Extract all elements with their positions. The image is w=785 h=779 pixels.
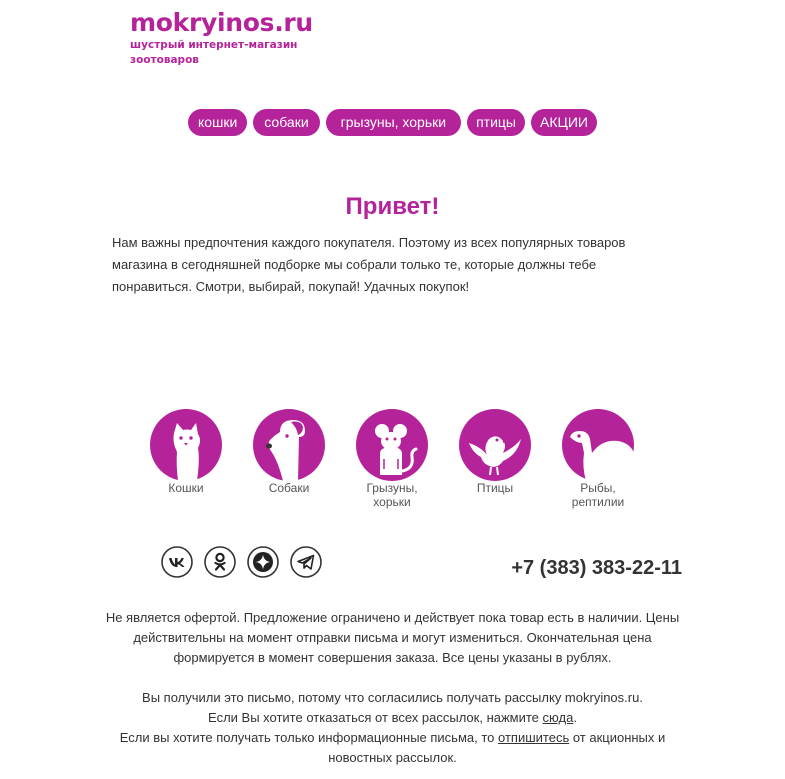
category-label: Кошки: [168, 481, 204, 495]
unsubscribe-promo-suffix: от акционных и новостных рассылок.: [328, 730, 666, 765]
category-label: Птицы: [476, 481, 514, 495]
unsubscribe-all-prefix: Если Вы хотите отказаться от всех рассылок, нажмите: [208, 710, 543, 725]
category-dogs[interactable]: [244, 409, 334, 495]
mouse-icon: [356, 409, 428, 481]
greeting-title: Привет!: [345, 193, 440, 220]
unsubscribe-promo-link[interactable]: отпишитесь: [498, 730, 570, 745]
category-label: Рыбы, рептилии: [571, 481, 625, 509]
bird-icon: [459, 409, 531, 481]
nav-item-birds[interactable]: птицы: [467, 109, 525, 136]
cat-icon: [150, 409, 222, 481]
odnoklassniki-link[interactable]: [204, 546, 236, 578]
greeting-text: Нам важны предпочтения каждого покупателя. Поэтому из всех популярных товаров магазина в сегодняшней подборке мы собрали только те, которые должны тебе понравиться. Смотри, выбирай, покупай! Удачных покупок!: [112, 235, 626, 294]
footer-reason: Вы получили это письмо, потому что согласились получать рассылку mokryinos.ru.: [142, 690, 643, 705]
turtle-icon: [562, 409, 634, 481]
unsubscribe-all-suffix: .: [573, 710, 577, 725]
unsubscribe-all-link[interactable]: сюда: [542, 710, 574, 725]
unsubscribe-promo-prefix: Если вы хотите получать только информационные письма, то: [119, 730, 499, 745]
nav-item-promotions[interactable]: АКЦИИ: [531, 109, 597, 136]
category-label: Собаки: [268, 481, 310, 495]
category-birds[interactable]: [450, 409, 540, 495]
nav-item-rodents[interactable]: грызуны, хорьки: [326, 109, 461, 136]
category-label: Грызуны, хорьки: [366, 481, 418, 509]
nav-item-dogs[interactable]: собаки: [253, 109, 319, 136]
phone-link[interactable]: +7 (383) 383-22-11: [511, 557, 682, 579]
vk-link[interactable]: [161, 546, 193, 578]
telegram-icon: [290, 546, 322, 578]
footer-subscription-info: [100, 688, 685, 768]
category-rodents[interactable]: [347, 409, 437, 509]
brand-tagline: шустрый интернет-магазин зоотоваров: [130, 39, 298, 66]
category-cats[interactable]: [141, 409, 231, 495]
brand-name: mokryinos.ru: [130, 8, 313, 37]
nav-item-cats[interactable]: кошки: [188, 109, 247, 136]
footer-disclaimer: Не является офертой. Предложение ограничено и действует пока товар есть в наличии. Цены действительны на момент отправки письма и могут измениться. Окончательная цена формируется в момент совершения заказа. Все цены указаны в рублях.: [105, 610, 680, 665]
dzen-icon: [247, 546, 279, 578]
dog-icon: [253, 409, 325, 481]
telegram-link[interactable]: [290, 546, 322, 578]
vk-icon: [161, 546, 193, 578]
category-nav: [0, 109, 785, 136]
brand-logo[interactable]: [130, 8, 313, 68]
odnoklassniki-icon: [204, 546, 236, 578]
social-links: [161, 546, 322, 578]
category-fish-reptiles[interactable]: [553, 409, 643, 509]
dzen-link[interactable]: [247, 546, 279, 578]
